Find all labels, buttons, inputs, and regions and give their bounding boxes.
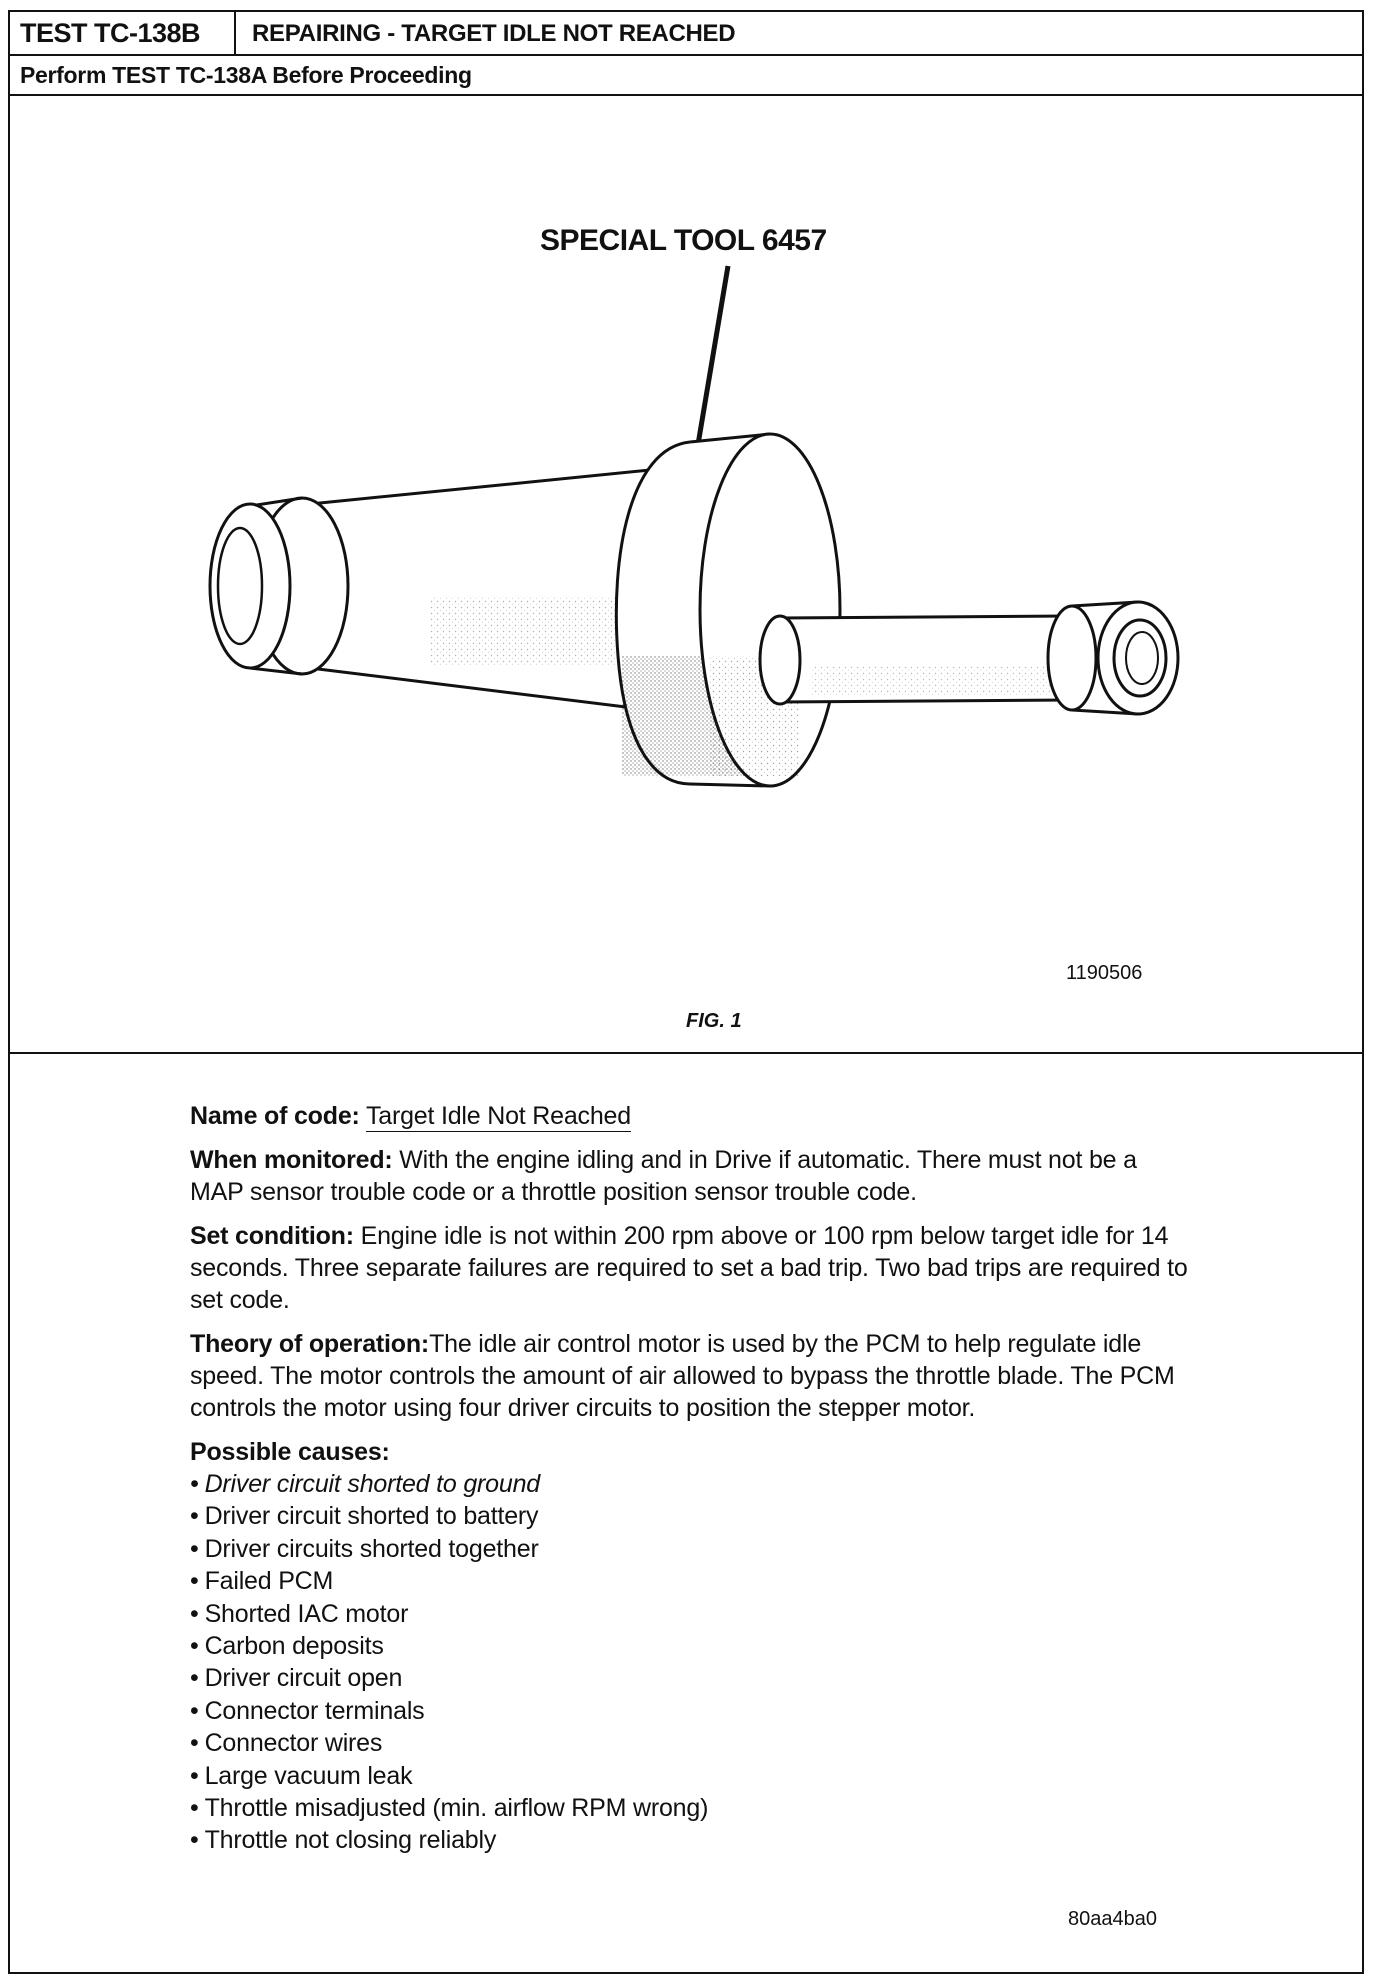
cause-item: • Throttle not closing reliably <box>190 1824 1190 1856</box>
cause-item: • Driver circuits shorted together <box>190 1533 1190 1565</box>
figure-caption: FIG. 1 <box>686 1010 742 1032</box>
when-monitored-label: When monitored: <box>190 1146 393 1174</box>
left-tip <box>210 504 290 668</box>
code-name-value: Target Idle Not Reached <box>365 1102 631 1130</box>
code-name-field <box>190 1100 1190 1132</box>
figure-panel <box>10 96 1362 1054</box>
prerequisite-note: Perform TEST TC-138A Before Proceeding <box>10 56 1362 96</box>
set-condition-field <box>190 1220 1190 1316</box>
code-description <box>190 1100 1190 1857</box>
code-name-label: Name of code: <box>190 1102 360 1130</box>
cause-item: • Failed PCM <box>190 1565 1190 1597</box>
theory-label: Theory of operation: <box>190 1330 430 1358</box>
right-collar <box>1048 606 1096 710</box>
cause-item: • Driver circuit shorted to battery <box>190 1500 1190 1532</box>
when-monitored-field <box>190 1144 1190 1208</box>
cause-item: • Driver circuit shorted to ground <box>190 1468 1190 1500</box>
header-row <box>10 12 1362 56</box>
theory-text: The idle air control motor is used by the PCM to help regulate idle speed. The motor controls the amount of air allowed to bypass the throttle blade. The PCM controls the motor using four driver circuits to position the stepper motor. <box>190 1330 1175 1422</box>
theory-field <box>190 1328 1190 1424</box>
cause-item: • Connector terminals <box>190 1695 1190 1727</box>
cause-item: • Connector wires <box>190 1727 1190 1759</box>
cause-item: • Driver circuit open <box>190 1662 1190 1694</box>
tool-label: SPECIAL TOOL 6457 <box>540 224 827 257</box>
cause-item: • Large vacuum leak <box>190 1760 1190 1792</box>
cause-item: • Carbon deposits <box>190 1630 1190 1662</box>
cause-item: • Throttle misadjusted (min. airflow RPM wrong) <box>190 1792 1190 1824</box>
document-code: 80aa4ba0 <box>1068 1908 1157 1930</box>
set-condition-text: Engine idle is not within 200 rpm above or 100 rpm below target idle for 14 seconds. Three separate failures are required to set a bad trip. Two bad trips are required to set code. <box>190 1222 1188 1314</box>
test-id: TEST TC-138B <box>10 12 236 54</box>
possible-causes-list <box>190 1468 1190 1857</box>
test-title: REPAIRING - TARGET IDLE NOT REACHED <box>252 20 736 47</box>
figure-number: 1190506 <box>1066 962 1143 984</box>
when-monitored-text: With the engine idling and in Drive if automatic. There must not be a MAP sensor trouble code or a throttle position sensor trouble code. <box>190 1146 1137 1206</box>
possible-causes-heading: Possible causes: <box>190 1438 390 1466</box>
cause-item: • Shorted IAC motor <box>190 1598 1190 1630</box>
set-condition-label: Set condition: <box>190 1222 354 1250</box>
